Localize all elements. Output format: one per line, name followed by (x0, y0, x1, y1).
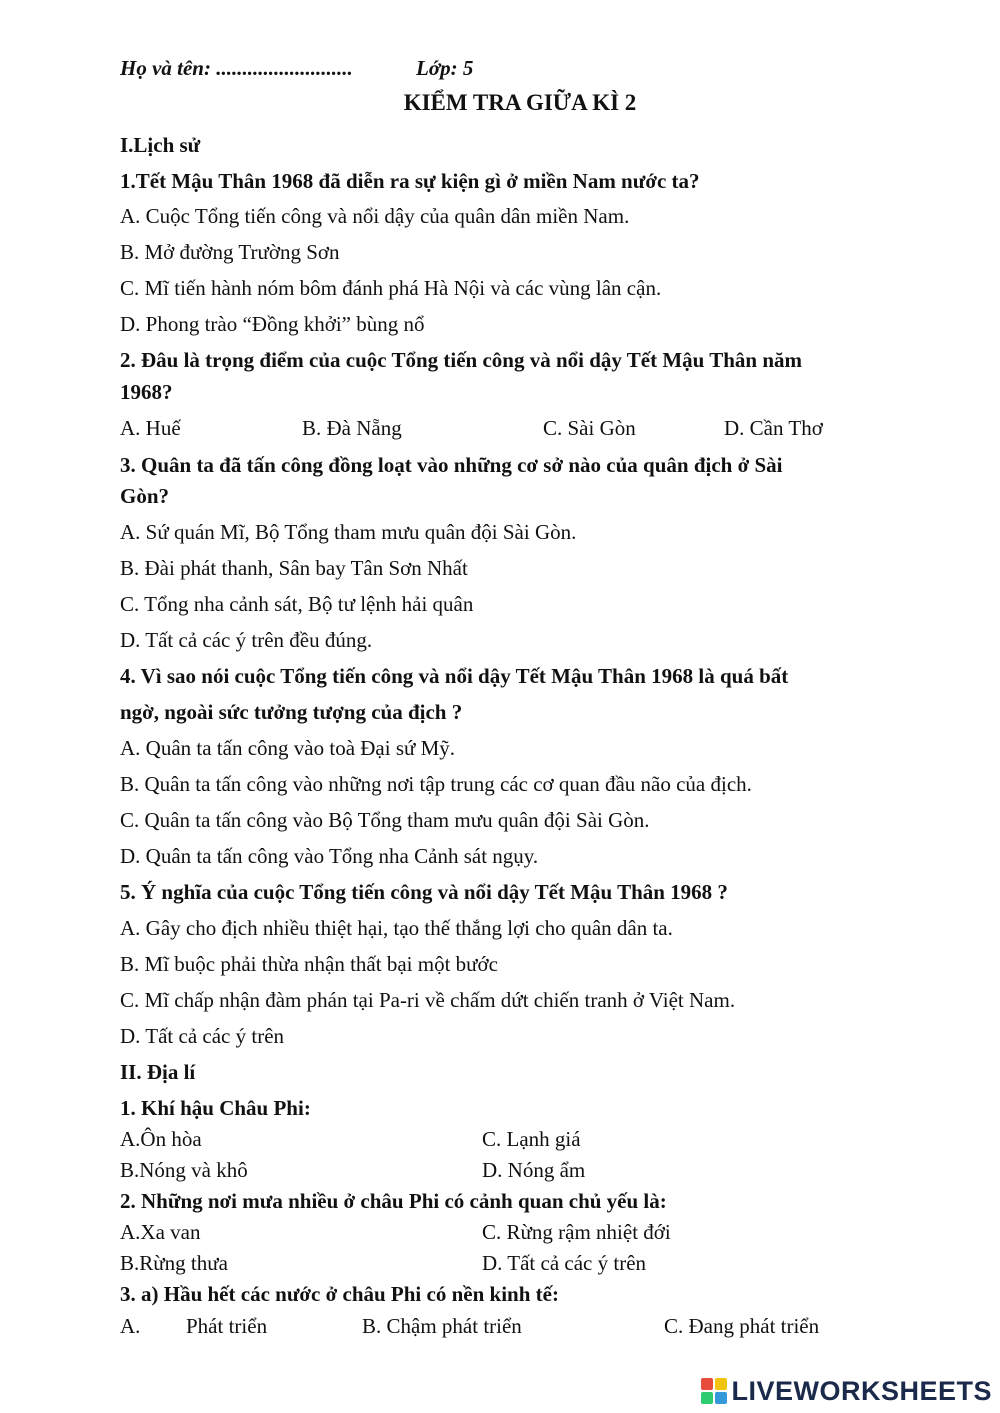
option: A. Quân ta tấn công vào toà Đại sứ Mỹ. (120, 736, 456, 760)
option: B. Đài phát thanh, Sân bay Tân Sơn Nhất (120, 556, 468, 580)
liveworksheets-logo-icon (701, 1378, 727, 1404)
option: A. Cuộc Tổng tiến công và nổi dậy của quân dân miền Nam. (120, 204, 630, 228)
option: C. Lạnh giá (482, 1127, 581, 1151)
option: C. Sài Gòn (543, 416, 636, 440)
option: D. Cần Thơ (724, 416, 823, 440)
name-label: Họ và tên: .......................... (120, 56, 353, 80)
option: B.Rừng thưa (120, 1251, 228, 1275)
geo-question-1: 1. Khí hậu Châu Phi: (120, 1096, 311, 1120)
option: C. Mĩ chấp nhận đàm phán tại Pa-ri về chấm dứt chiến tranh ở Việt Nam. (120, 988, 736, 1012)
option: C. Mĩ tiến hành nóm bôm đánh phá Hà Nội và các vùng lân cận. (120, 276, 662, 300)
question-4: 4. Vì sao nói cuộc Tổng tiến công và nổi dậy Tết Mậu Thân 1968 là quá bất (120, 664, 789, 688)
liveworksheets-logo-text: LIVEWORKSHEETS (731, 1375, 992, 1406)
option: Phát triển (186, 1314, 268, 1338)
page-title: KIỂM TRA GIỮA KÌ 2 (403, 90, 637, 115)
option: A. (120, 1314, 141, 1338)
option: A. Gây cho địch nhiều thiệt hại, tạo thế thắng lợi cho quân dân ta. (120, 916, 673, 940)
option: D. Tất cả các ý trên đều đúng. (120, 628, 373, 652)
option: B. Chậm phát triển (362, 1314, 522, 1338)
history-heading: I.Lịch sử (120, 133, 201, 157)
option: A. Sứ quán Mĩ, Bộ Tổng tham mưu quân đội Sài Gòn. (120, 520, 577, 544)
question-1: 1.Tết Mậu Thân 1968 đã diễn ra sự kiện gì ở miền Nam nước ta? (120, 169, 700, 193)
question-4-cont: ngờ, ngoài sức tưởng tượng của địch ? (120, 700, 463, 724)
geo-question-2: 2. Những nơi mưa nhiều ở châu Phi có cảnh quan chủ yếu là: (120, 1189, 667, 1213)
class-label: Lớp: 5 (416, 56, 474, 80)
option: B. Quân ta tấn công vào những nơi tập trung các cơ quan đầu não của địch. (120, 772, 752, 796)
option: B. Mở đường Trường Sơn (120, 240, 340, 264)
question-2-cont: 1968? (120, 380, 173, 404)
option: B. Mĩ buộc phải thừa nhận thất bại một bước (120, 952, 498, 976)
geo-question-3: 3. a) Hầu hết các nước ở châu Phi có nền kinh tế: (120, 1282, 559, 1306)
option: A.Ôn hòa (120, 1127, 202, 1151)
question-5: 5. Ý nghĩa của cuộc Tổng tiến công và nổi dậy Tết Mậu Thân 1968 ? (120, 880, 728, 904)
option: D. Tất cả các ý trên (482, 1251, 647, 1275)
question-3-cont: Gòn? (120, 484, 170, 508)
option: D. Nóng ẩm (482, 1158, 586, 1182)
option: C. Đang phát triển (664, 1314, 820, 1338)
option: D. Quân ta tấn công vào Tổng nha Cảnh sát ngụy. (120, 844, 539, 868)
option: D. Phong trào “Đồng khởi” bùng nổ (120, 312, 425, 336)
question-2: 2. Đâu là trọng điểm của cuộc Tổng tiến công và nổi dậy Tết Mậu Thân năm (120, 348, 802, 372)
geography-heading: II. Địa lí (120, 1060, 196, 1084)
option: B.Nóng và khô (120, 1158, 248, 1182)
question-3: 3. Quân ta đã tấn công đồng loạt vào những cơ sở nào của quân địch ở Sài (120, 453, 783, 477)
option: B. Đà Nẵng (302, 416, 402, 440)
option: A. Huế (120, 416, 181, 440)
option: C. Tổng nha cảnh sát, Bộ tư lệnh hải quân (120, 592, 474, 616)
liveworksheets-logo (701, 1373, 992, 1409)
option: A.Xa van (120, 1220, 201, 1244)
option: C. Quân ta tấn công vào Bộ Tổng tham mưu quân đội Sài Gòn. (120, 808, 650, 832)
option: D. Tất cả các ý trên (120, 1024, 285, 1048)
option: C. Rừng rậm nhiệt đới (482, 1220, 671, 1244)
